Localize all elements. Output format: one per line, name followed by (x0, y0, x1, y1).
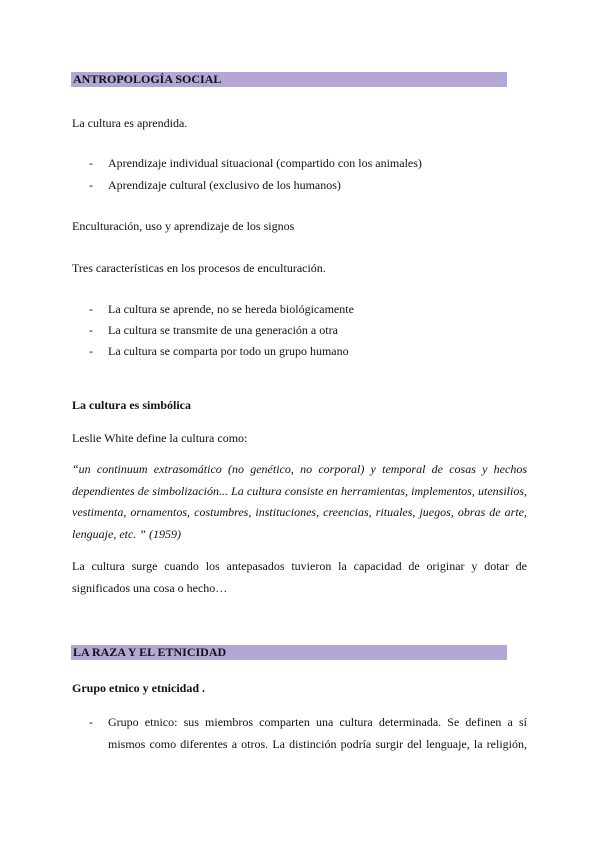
subheading: Grupo etnico y etnicidad . (72, 681, 206, 695)
section-heading: ANTROPOLOGÍA SOCIAL (73, 72, 222, 86)
quote-block: “un continuum extrasomático (no genético, no corporal) y temporal de cosas y hechos dependientes de simbolización... La cultura consiste en herramientas, implementos, utensilios, vestimenta, ornamentos, costumbres, instituciones, creencias, rituales, juegos, obras de arte, lenguaje, etc. ” (1959) (72, 462, 527, 541)
list-item: La cultura se transmite de una generación a otra (108, 323, 338, 337)
list-item: Grupo etnico: sus miembros comparten una cultura determinada. Se definen a sí mismos como diferentes a otros. La distinción podría surgir del lenguaje, la religión, (108, 715, 527, 751)
bullet-marker: - (89, 323, 93, 337)
list-item: La cultura se comparta por todo un grupo humano (108, 344, 349, 358)
bullet-marker: - (89, 302, 93, 316)
paragraph: Enculturación, uso y aprendizaje de los signos (72, 219, 295, 233)
section-heading-bar (71, 645, 507, 660)
section-heading: LA RAZA Y EL ETNICIDAD (73, 645, 227, 659)
subheading: La cultura es simbólica (72, 398, 191, 412)
list-item: Aprendizaje individual situacional (compartido con los animales) (108, 156, 422, 170)
section-heading-bar (71, 72, 507, 87)
list-item: La cultura se aprende, no se hereda biológicamente (108, 302, 354, 316)
bullet-marker: - (89, 344, 93, 358)
bullet-marker: - (89, 178, 93, 192)
paragraph: La cultura es aprendida. (72, 116, 188, 130)
paragraph: Tres características en los procesos de enculturación. (72, 261, 326, 275)
bullet-marker: - (89, 156, 93, 170)
paragraph: Leslie White define la cultura como: (72, 431, 248, 445)
bullet-marker: - (89, 715, 93, 729)
list-item: Aprendizaje cultural (exclusivo de los humanos) (108, 178, 341, 192)
paragraph: La cultura surge cuando los antepasados tuvieron la capacidad de originar y dotar de significados una cosa o hecho… (72, 559, 527, 595)
